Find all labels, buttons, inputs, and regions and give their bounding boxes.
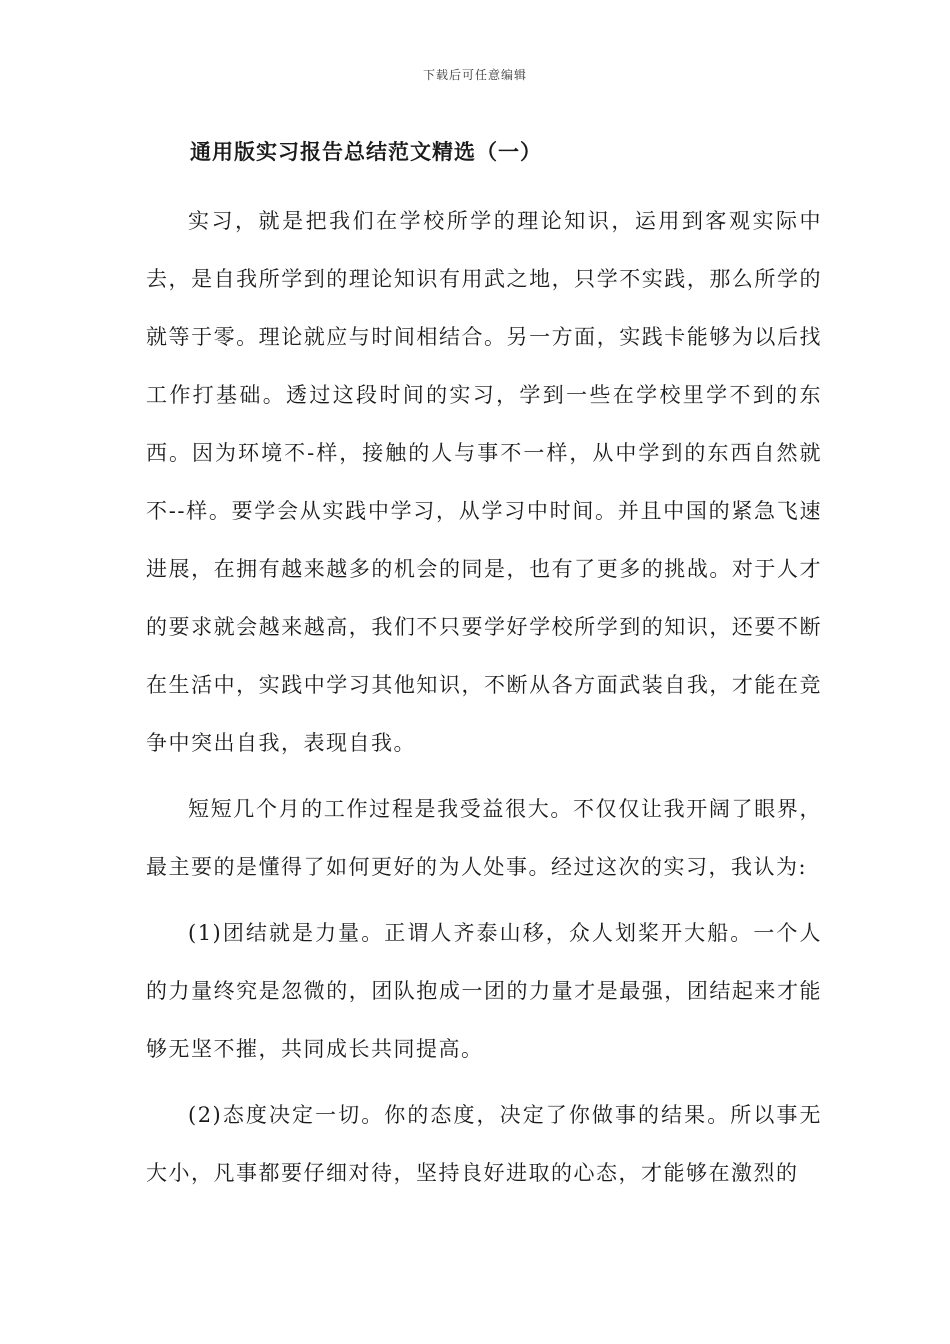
- document-title: 通用版实习报告总结范文精选（一）: [190, 139, 542, 164]
- header-note: 下载后可任意编辑: [422, 68, 527, 82]
- paragraph: 实习，就是把我们在学校所学的理论知识，运用到客观实际中去，是自我所学到的理论知识有用武之地，只学不实践，那么所学的就等于零。理论就应与时间相结合。另一方面，实践卡能够为以后找工作打基础。透过这段时间的实习，学到一些在学校里学不到的东西。因为环境不-样，接触的人与事不一样，从中学到的东西自然就不--样。要学会从实践中学习，从学习中时间。并且中国的紧急飞速进展，在拥有越来越多的机会的同是，也有了更多的挑战。对于人才的要求就会越来越高，我们不只要学好学校所学到的知识，还要不断在生活中，实践中学习其他知识，不断从各方面武装自我，才能在竞争中突出自我，表现自我。: [146, 209, 822, 755]
- paragraph: 短短几个月的工作过程是我受益很大。不仅仅让我开阔了眼界，最主要的是懂得了如何更好的为人处事。经过这次的实习，我认为:: [146, 797, 822, 879]
- paragraph: (1)团结就是力量。正谓人齐泰山移，众人划桨开大船。一个人的力量终究是忽微的，团队抱成一团的力量才是最强，团结起来才能够无坚不摧，共同成长共同提高。: [146, 921, 822, 1061]
- document-body: [146, 192, 822, 1202]
- paragraph: (2)态度决定一切。你的态度，决定了你做事的结果。所以事无大小，凡事都要仔细对待，坚持良好进取的心态，才能够在激烈的: [146, 1103, 822, 1185]
